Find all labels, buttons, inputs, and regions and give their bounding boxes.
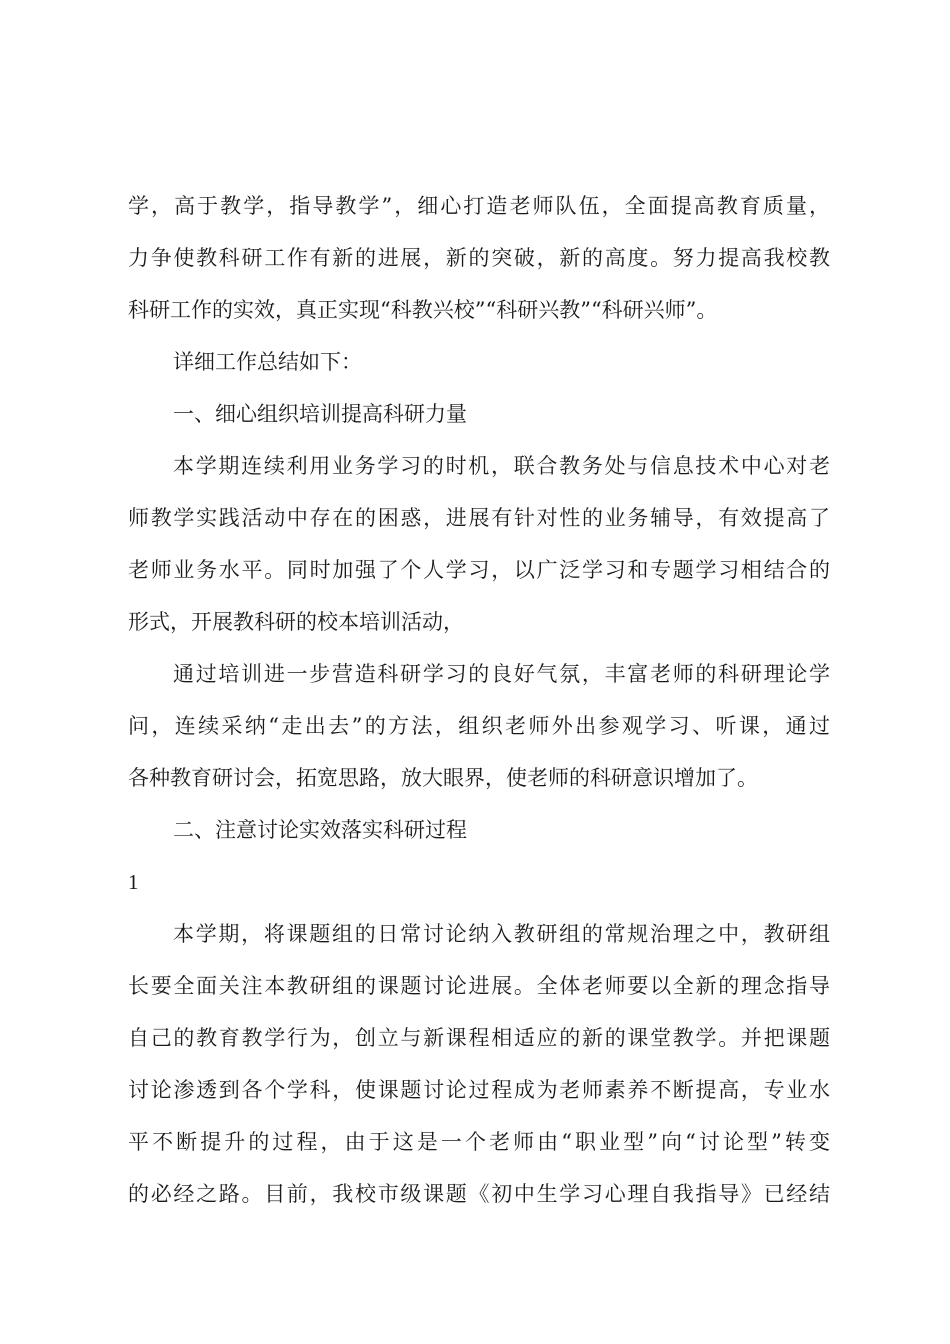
text-line: 本学期连续利用业务学习的时机，联合教务处与信息技术中心对老 [173, 454, 830, 478]
text-line: 长要全面关注本教研组的课题讨论进展。全体老师要以全新的理念指导 [128, 974, 830, 998]
text-line: 学，高于教学，指导教学”，细心打造老师队伍，全面提高教育质量， [128, 194, 830, 218]
text-line: 力争使教科研工作有新的进展，新的突破，新的高度。努力提高我校教 [128, 246, 830, 270]
heading-text: 二、注意讨论实效落实科研过程 [173, 818, 467, 842]
page-number: 1 [128, 870, 139, 894]
section-heading [128, 804, 830, 856]
paragraph [128, 440, 830, 648]
text-line: 各种教育研讨会，拓宽思路，放大眼界，使老师的科研意识增加了。 [128, 766, 758, 790]
heading-text: 一、细心组织培训提高科研力量 [173, 402, 467, 426]
paragraph [128, 180, 830, 336]
text-line: 自己的教育教学行为，创立与新课程相适应的新的课堂教学。并把课题 [128, 1026, 830, 1050]
text-line: 的必经之路。目前，我校市级课题《初中生学习心理自我指导》已经结 [128, 1182, 830, 1206]
text-line: 师教学实践活动中存在的困惑，进展有针对性的业务辅导，有效提高了 [128, 506, 830, 530]
section-heading [128, 388, 830, 440]
text-line: 平不断提升的过程，由于这是一个老师由“职业型”向“讨论型”转变 [128, 1130, 830, 1154]
paragraph [128, 336, 830, 388]
text-line: 通过培训进一步营造科研学习的良好气氛，丰富老师的科研理论学 [173, 662, 830, 686]
text-line: 本学期，将课题组的日常讨论纳入教研组的常规治理之中，教研组 [173, 922, 830, 946]
text-line: 老师业务水平。同时加强了个人学习，以广泛学习和专题学习相结合的 [128, 558, 830, 582]
text-line: 问，连续采纳“走出去”的方法，组织老师外出参观学习、听课，通过 [128, 714, 830, 738]
text-line: 形式，开展教科研的校本培训活动， [128, 610, 464, 634]
text-line: 科研工作的实效，真正实现“科教兴校”“科研兴教”“科研兴师”。 [128, 298, 718, 322]
text-line: 详细工作总结如下： [173, 350, 362, 374]
document-body [128, 180, 830, 1220]
text-line: 讨论渗透到各个学科，使课题讨论过程成为老师素养不断提高，专业水 [128, 1078, 830, 1102]
paragraph [128, 648, 830, 804]
paragraph [128, 908, 830, 1220]
